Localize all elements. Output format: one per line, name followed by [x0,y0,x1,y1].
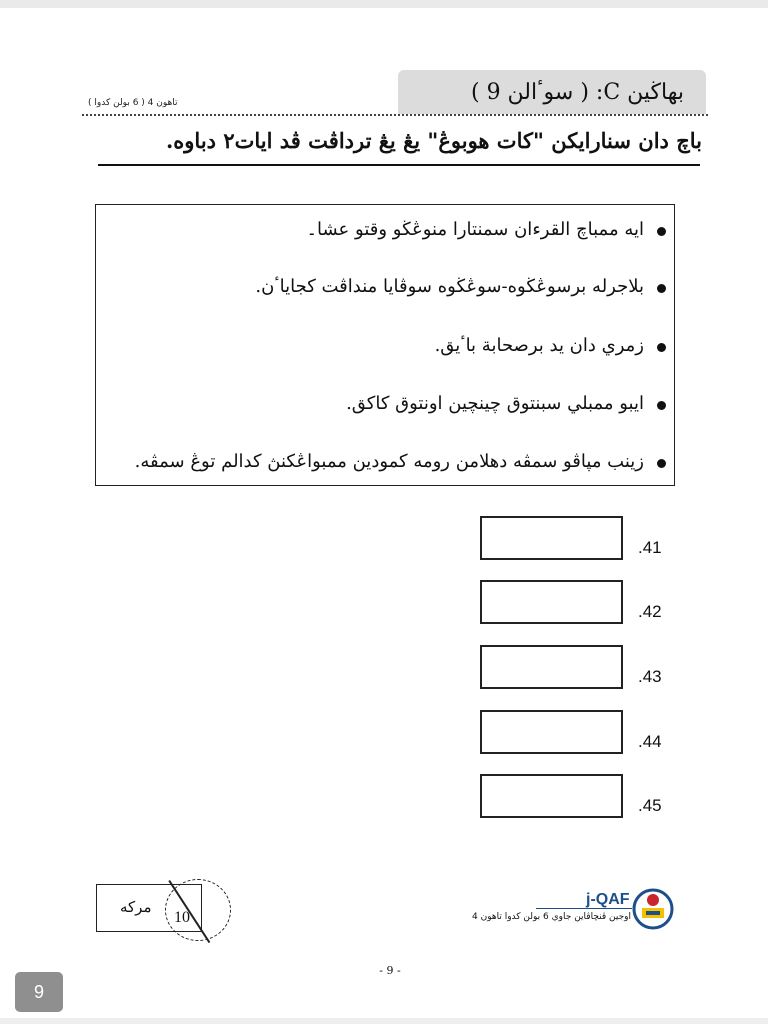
bullet-icon [657,343,666,352]
sentence-item [255,276,644,297]
sentence-text: بلاجرله برسوڠڬوه-سوڠڬوه سوڤايا منداڤت كجاياٴن. [255,276,644,297]
jqaf-logo-icon [632,888,674,930]
answer-row-43 [480,645,680,691]
answer-box-42[interactable] [480,580,623,624]
footer-note: اوجين ڤنچاڤاين جاوي 6 بولن كدوا تاهون 4 [472,912,632,922]
sentence-text: ايه ممباچ القرءان سمنتارا منوڠڬو وقتو عشا۔ [306,219,644,240]
answer-number: .41 [638,538,662,557]
answer-number: .44 [638,732,662,751]
instruction-text: باچ دان سنارايكن "كات هوبوڠ" يڠ يڠ ترداڤت ڤد ايات٢ دباوه. [165,128,702,153]
section-tab [398,70,706,114]
sentence-text: زينب مڽاڤو سمڤه دهلامن رومه كمودين ممبواڠكنڽ كدالم توڠ سمڤه. [134,451,644,472]
sentence-box [95,204,675,486]
answer-number: .42 [638,602,662,621]
section-title: بهاڬين C: ( سوٴالن 9 ) [470,80,684,105]
sentence-item [346,393,644,414]
sentence-text: زمري دان يد برصحابة باٴيق. [434,335,644,356]
sentence-item [135,451,644,472]
answer-number: .43 [638,667,662,686]
answer-row-45 [480,774,680,820]
top-border [0,0,768,8]
logo-text: j-QAF [586,891,630,908]
bullet-icon [657,227,666,236]
bullet-icon [657,401,666,410]
bullet-icon [657,284,666,293]
marks-label: مركه [120,898,152,916]
answer-row-42 [480,580,680,626]
header-meta: تاهون 4 ( 6 بولن كدوا ) [88,98,178,108]
marks-total: 10 [174,909,190,926]
answer-box-43[interactable] [480,645,623,689]
page-number-text: - 9 - [379,964,401,977]
answer-row-41 [480,516,680,562]
sentence-text: ايبو ممبلي سبنتوق چينچين اونتوق كاكق. [346,393,644,414]
sentence-item [306,219,644,240]
bottom-border [0,1018,768,1024]
answer-row-44 [480,710,680,756]
answer-box-44[interactable] [480,710,623,754]
dotted-divider [82,114,708,116]
instruction-underline [98,164,700,166]
answer-number: .45 [638,796,662,815]
answer-box-45[interactable] [480,774,623,818]
bullet-icon [657,459,666,468]
answer-box-41[interactable] [480,516,623,560]
sentence-item [435,335,644,356]
logo-underline [536,908,632,909]
page-number-badge[interactable]: 9 [15,972,63,1012]
